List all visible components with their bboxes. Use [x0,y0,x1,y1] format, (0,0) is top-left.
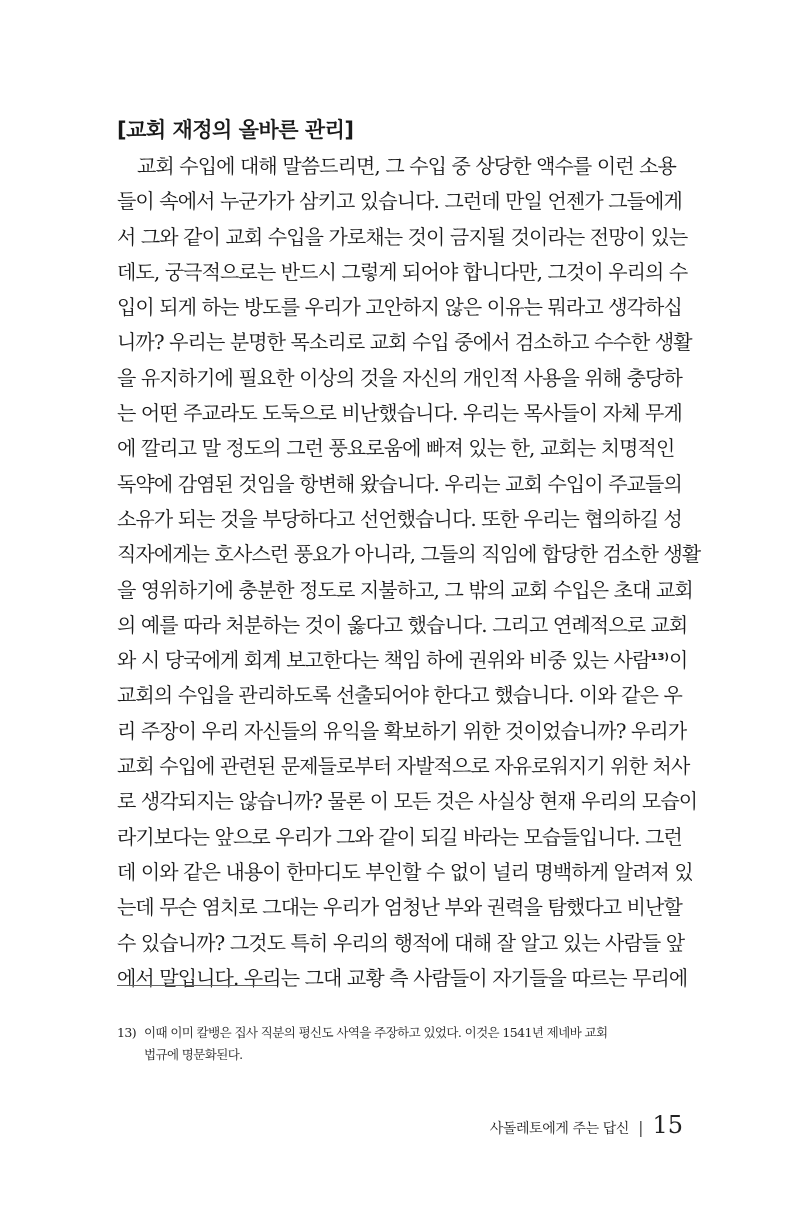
footnote-reference[interactable]: 13) [650,652,669,664]
body-line: 리 주장이 우리 자신들의 유익을 확보하기 위한 것이었습니까? 우리가 [117,718,687,743]
body-line: 로 생각되지는 않습니까? 물론 이 모든 것은 사실상 현재 우리의 모습이 [117,789,698,814]
running-footer [490,1111,683,1139]
body-line-with-footnote [117,643,687,678]
body-line: 을 유지하기에 필요한 이상의 것을 자신의 개인적 사용을 위해 충당하 [117,365,682,390]
body-line: 독약에 감염된 것임을 항변해 왔습니다. 우리는 교회 수입이 주교들의 [117,471,682,496]
body-line: 입이 되게 하는 방도를 우리가 고안하지 않은 이유는 뭐라고 생각하십 [117,295,682,320]
footnote-line: 법규에 명문화된다. [144,1047,243,1062]
footer-separator: | [638,1118,644,1137]
footnote-number: 13) [117,1025,136,1040]
body-line: 교회의 수입을 관리하도록 선출되어야 한다고 했습니다. 이와 같은 우 [117,683,682,708]
body-line: 에 깔리고 말 정도의 그런 풍요로움에 빠져 있는 한, 교회는 치명적인 [117,436,675,461]
body-line: 교회 수입에 관련된 문제들로부터 자발적으로 자유로워지기 위한 처사 [117,754,690,779]
body-line: 을 영위하기에 충분한 정도로 지불하고, 그 밖의 교회 수입은 초대 교회 [117,577,693,602]
body-line-text: 와 시 당국에게 회계 보고한다는 책임 하에 권위와 비중 있는 사람 [117,648,651,673]
body-text [117,149,701,996]
footnote-line [117,1022,692,1044]
body-line: 는 어떤 주교라도 도둑으로 비난했습니다. 우리는 목사들이 자체 무게 [117,401,682,426]
body-line: 데 이와 같은 내용이 한마디도 부인할 수 없이 널리 명백하게 알려져 있 [117,859,693,884]
section-heading: [교회 재정의 올바른 관리] [117,118,354,142]
footnote [117,1022,692,1066]
body-line: 의 예를 따라 처분하는 것이 옳다고 했습니다. 그리고 연례적으로 교회 [117,612,688,637]
body-line: 데도, 궁극적으로는 반드시 그렇게 되어야 합니다만, 그것이 우리의 수 [117,259,688,284]
body-line: 는데 무슨 염치로 그대는 우리가 엄청난 부와 권력을 탐했다고 비난할 [117,895,682,920]
body-line: 교회 수입에 대해 말씀드리면, 그 수입 중 상당한 액수를 이런 소용 [137,154,676,178]
body-line-tail: 이 [669,648,688,673]
body-line: 소유가 되는 것을 부당하다고 선언했습니다. 또한 우리는 협의하길 성 [117,506,682,531]
body-line: 라기보다는 앞으로 우리가 그와 같이 되길 바라는 모습들입니다. 그런 [117,824,682,849]
footnote-text: 이때 이미 칼뱅은 집사 직분의 평신도 사역을 주장하고 있었다. 이것은 1541년 제네바 교회 [144,1025,608,1040]
footnote-divider [117,985,277,986]
running-title: 사돌레토에게 주는 답신 [489,1121,630,1137]
body-line: 에서 말입니다. 우리는 그대 교황 측 사람들이 자기들을 따르는 무리에 [117,965,688,990]
body-line: 들이 속에서 누군가가 삼키고 있습니다. 그런데 만일 언젠가 그들에게 [117,189,682,214]
page-number: 15 [652,1111,683,1139]
body-line: 니까? 우리는 분명한 목소리로 교회 수입 중에서 검소하고 수수한 생활 [117,330,692,355]
body-line: 직자에게는 호사스런 풍요가 아니라, 그들의 직임에 합당한 검소한 생활 [117,542,701,567]
body-line: 수 있습니까? 그것도 특히 우리의 행적에 대해 잘 알고 있는 사람들 앞 [117,930,685,955]
body-line: 서 그와 같이 교회 수입을 가로채는 것이 금지될 것이라는 전망이 있는 [117,224,688,249]
